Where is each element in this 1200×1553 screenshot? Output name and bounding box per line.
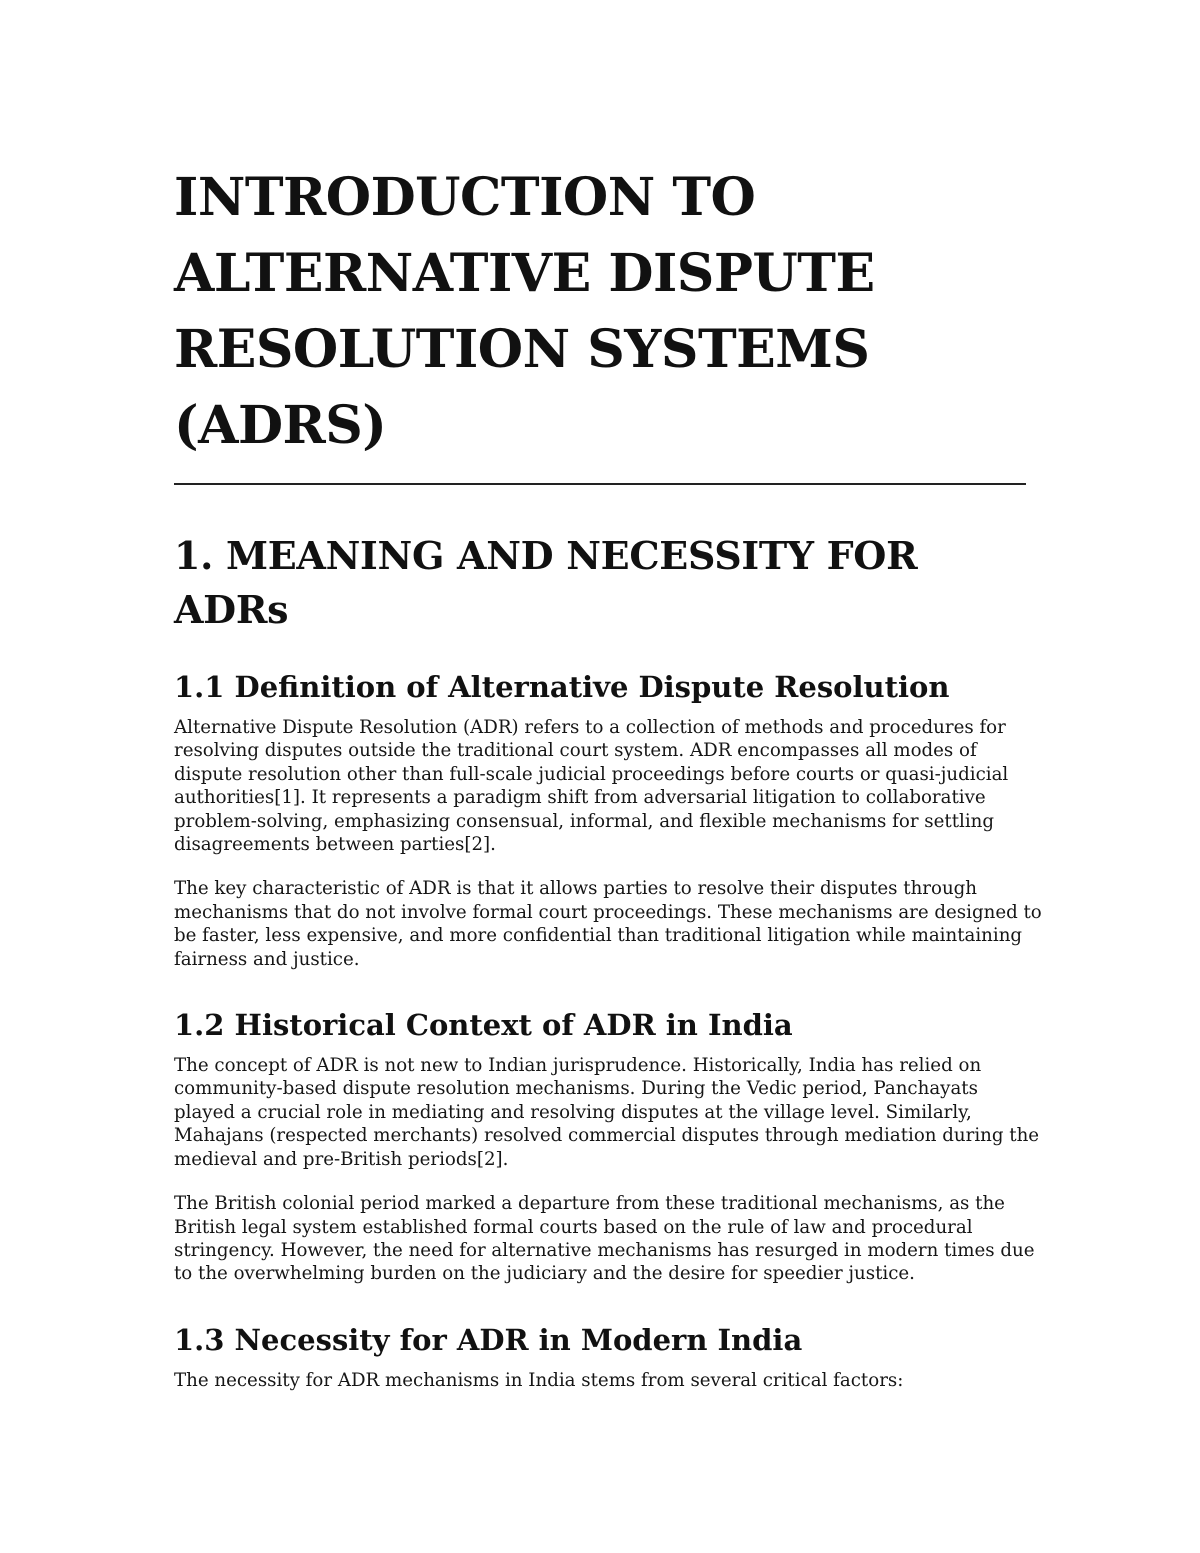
subsection-heading-definition: 1.1 Definition of Alternative Dispute Resolution	[174, 670, 950, 704]
paragraph-line: fairness and justice.	[174, 948, 360, 970]
title-line: RESOLUTION SYSTEMS	[174, 319, 870, 380]
paragraph	[174, 1369, 1026, 1392]
paragraph	[174, 1192, 1035, 1286]
paragraph-line: stringency. However, the need for alternative mechanisms has resurged in modern times due	[174, 1239, 1035, 1261]
paragraph-line: authorities[1]. It represents a paradigm shift from adversarial litigation to collaborative	[174, 787, 986, 809]
paragraph	[174, 1054, 1040, 1171]
paragraph	[174, 877, 1042, 971]
section-heading-line: 1. MEANING AND NECESSITY FOR	[174, 533, 918, 578]
paragraph-line: problem-solving, emphasizing consensual, informal, and flexible mechanisms for settling	[174, 810, 995, 832]
paragraph-line: medieval and pre-British periods[2].	[174, 1148, 509, 1170]
paragraph-line: mechanisms that do not involve formal court proceedings. These mechanisms are designed to	[174, 901, 1042, 923]
paragraph-line: played a crucial role in mediating and resolving disputes at the village level. Similarly,	[174, 1101, 972, 1123]
paragraph-line: The key characteristic of ADR is that it allows parties to resolve their disputes through	[174, 878, 978, 900]
paragraph	[174, 716, 1026, 856]
title-divider	[174, 483, 1026, 485]
document-title	[174, 160, 1026, 464]
section-heading	[174, 529, 1026, 637]
paragraph-line: The concept of ADR is not new to Indian jurisprudence. Historically, India has relied on	[174, 1055, 982, 1077]
subsection-heading-history: 1.2 Historical Context of ADR in India	[174, 1008, 793, 1043]
paragraph-line: resolving disputes outside the traditional court system. ADR encompasses all modes of	[174, 740, 977, 762]
title-line: (ADRS)	[174, 395, 387, 456]
paragraph-line: community-based dispute resolution mechanisms. During the Vedic period, Panchayats	[174, 1078, 978, 1100]
paragraph-line: to the overwhelming burden on the judiciary and the desire for speedier justice.	[174, 1263, 915, 1285]
title-line: ALTERNATIVE DISPUTE	[174, 243, 875, 304]
paragraph-line: Alternative Dispute Resolution (ADR) refers to a collection of methods and procedures for	[174, 717, 1006, 738]
paragraph-line: be faster, less expensive, and more confidential than traditional litigation while maintaining	[174, 925, 1023, 947]
paragraph-line: dispute resolution other than full-scale judicial proceedings before courts or quasi-judicial	[174, 763, 1009, 785]
title-line: INTRODUCTION TO	[174, 167, 756, 228]
paragraph-line: The British colonial period marked a departure from these traditional mechanisms, as the	[174, 1193, 1005, 1215]
section-heading-line: ADRs	[174, 587, 289, 632]
paragraph-line: Mahajans (respected merchants) resolved commercial disputes through mediation during the	[174, 1125, 1040, 1147]
document-page	[174, 160, 1042, 1392]
subsection-heading-necessity: 1.3 Necessity for ADR in Modern India	[174, 1322, 803, 1357]
paragraph-line: disagreements between parties[2].	[174, 834, 496, 856]
paragraph-line: British legal system established formal courts based on the rule of law and procedural	[174, 1216, 973, 1238]
paragraph-line: The necessity for ADR mechanisms in India stems from several critical factors:	[174, 1369, 904, 1391]
